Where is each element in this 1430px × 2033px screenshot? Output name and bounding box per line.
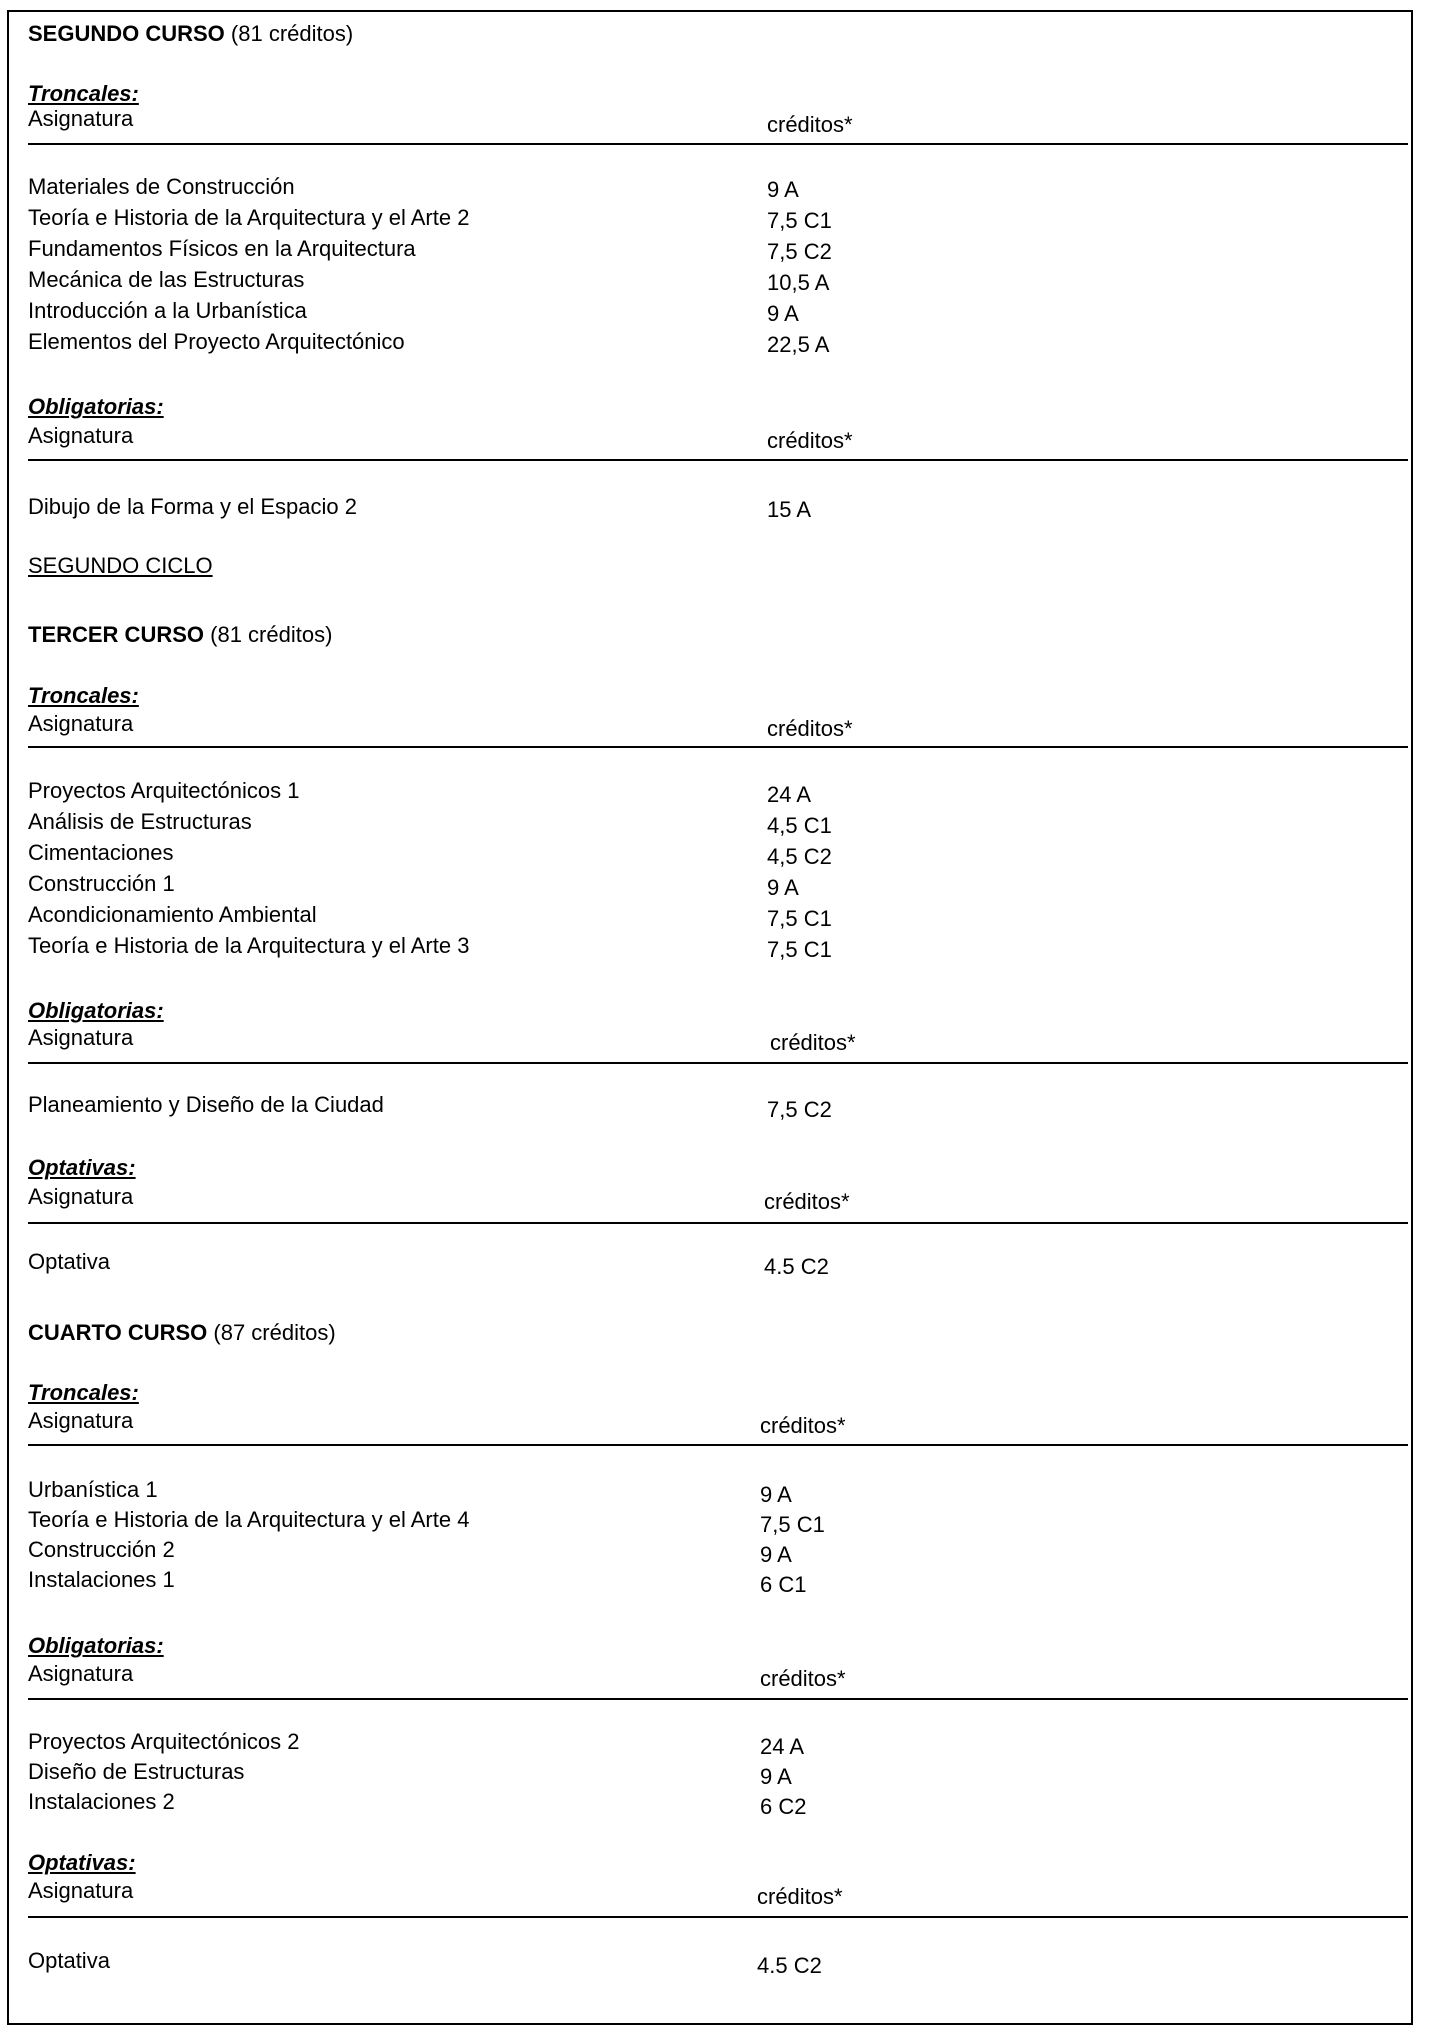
section-heading-optativas: Optativas:: [28, 1850, 136, 1875]
subject-name: Análisis de Estructuras: [28, 809, 252, 834]
column-header-creditos: créditos*: [764, 1189, 850, 1214]
column-header-creditos: créditos*: [760, 1666, 846, 1691]
header-divider: [28, 1916, 1408, 1918]
subject-name: Mecánica de las Estructuras: [28, 267, 305, 292]
subject-name: Optativa: [28, 1249, 110, 1274]
column-header-asignatura: Asignatura: [28, 423, 134, 448]
header-divider: [28, 1698, 1408, 1700]
subject-name: Elementos del Proyecto Arquitectónico: [28, 329, 405, 354]
subject-credits: 4,5 C1: [767, 813, 832, 838]
subject-name: Instalaciones 2: [28, 1789, 175, 1814]
subject-name: Construcción 1: [28, 871, 175, 896]
subject-name: Instalaciones 1: [28, 1567, 175, 1592]
subject-credits: 9 A: [767, 301, 799, 326]
subject-name: Proyectos Arquitectónicos 2: [28, 1729, 300, 1754]
course-title: SEGUNDO CURSO: [28, 21, 225, 46]
column-header-creditos: créditos*: [767, 716, 853, 741]
course-title: TERCER CURSO: [28, 622, 205, 647]
section-heading-troncales: Troncales:: [28, 1380, 139, 1405]
subject-credits: 9 A: [767, 875, 799, 900]
column-header-asignatura: Asignatura: [28, 1408, 134, 1433]
subject-credits: 7,5 C1: [767, 208, 832, 233]
column-header-creditos: créditos*: [767, 112, 853, 137]
column-header-asignatura: Asignatura: [28, 711, 134, 736]
subject-name: Optativa: [28, 1948, 110, 1973]
header-divider: [28, 143, 1408, 145]
subject-name: Fundamentos Físicos en la Arquitectura: [28, 236, 416, 261]
course-credits: (81 créditos): [210, 622, 333, 647]
subject-name: Diseño de Estructuras: [28, 1759, 245, 1784]
header-divider: [28, 1222, 1408, 1224]
column-header-asignatura: Asignatura: [28, 106, 134, 131]
column-header-creditos: créditos*: [760, 1413, 846, 1438]
column-header-asignatura: Asignatura: [28, 1878, 134, 1903]
subject-credits: 4,5 C2: [767, 844, 832, 869]
subject-name: Introducción a la Urbanística: [28, 298, 307, 323]
subject-credits: 9 A: [760, 1542, 792, 1567]
section-heading-obligatorias: Obligatorias:: [28, 1633, 164, 1658]
section-heading-troncales: Troncales:: [28, 81, 139, 106]
course-title: CUARTO CURSO: [28, 1320, 208, 1345]
subject-credits: 22,5 A: [767, 332, 830, 357]
column-header-asignatura: Asignatura: [28, 1661, 134, 1686]
subject-name: Dibujo de la Forma y el Espacio 2: [28, 494, 357, 519]
course-heading-cuarto: [28, 1322, 336, 1344]
column-header-asignatura: Asignatura: [28, 1184, 134, 1209]
subject-name: Planeamiento y Diseño de la Ciudad: [28, 1092, 384, 1117]
subject-name: Teoría e Historia de la Arquitectura y el Arte 3: [28, 933, 470, 958]
subject-credits: 24 A: [767, 782, 812, 807]
subject-credits: 10,5 A: [767, 270, 830, 295]
course-heading-tercer: [28, 624, 332, 646]
subject-credits: 4.5 C2: [764, 1254, 829, 1279]
subject-name: Acondicionamiento Ambiental: [28, 902, 317, 927]
section-heading-optativas: Optativas:: [28, 1155, 136, 1180]
subject-credits: 9 A: [760, 1482, 792, 1507]
subject-credits: 4.5 C2: [757, 1953, 822, 1978]
column-header-asignatura: Asignatura: [28, 1025, 134, 1050]
subject-credits: 7,5 C1: [767, 906, 832, 931]
subject-name: Proyectos Arquitectónicos 1: [28, 778, 300, 803]
subject-credits: 7,5 C1: [767, 937, 832, 962]
subject-credits: 7,5 C2: [767, 1097, 832, 1122]
cycle-heading: SEGUNDO CICLO: [28, 553, 213, 578]
course-credits: (87 créditos): [213, 1320, 336, 1345]
subject-credits: 15 A: [767, 497, 812, 522]
subject-name: Urbanística 1: [28, 1477, 158, 1502]
course-heading-segundo: [28, 23, 353, 45]
header-divider: [28, 746, 1408, 748]
subject-name: Teoría e Historia de la Arquitectura y el Arte 4: [28, 1507, 470, 1532]
subject-name: Materiales de Construcción: [28, 174, 295, 199]
header-divider: [28, 459, 1408, 461]
header-divider: [28, 1444, 1408, 1446]
column-header-creditos: créditos*: [770, 1030, 856, 1055]
subject-credits: 7,5 C1: [760, 1512, 825, 1537]
section-heading-obligatorias: Obligatorias:: [28, 394, 164, 419]
subject-credits: 6 C2: [760, 1794, 807, 1819]
section-heading-obligatorias: Obligatorias:: [28, 998, 164, 1023]
subject-name: Construcción 2: [28, 1537, 175, 1562]
subject-name: Cimentaciones: [28, 840, 174, 865]
subject-credits: 24 A: [760, 1734, 805, 1759]
header-divider: [28, 1062, 1408, 1064]
column-header-creditos: créditos*: [767, 428, 853, 453]
course-credits: (81 créditos): [230, 21, 354, 46]
subject-credits: 9 A: [760, 1764, 792, 1789]
subject-credits: 6 C1: [760, 1572, 807, 1597]
subject-credits: 9 A: [767, 177, 799, 202]
subject-name: Teoría e Historia de la Arquitectura y el Arte 2: [28, 205, 470, 230]
column-header-creditos: créditos*: [757, 1884, 843, 1909]
section-heading-troncales: Troncales:: [28, 683, 139, 708]
subject-credits: 7,5 C2: [767, 239, 832, 264]
